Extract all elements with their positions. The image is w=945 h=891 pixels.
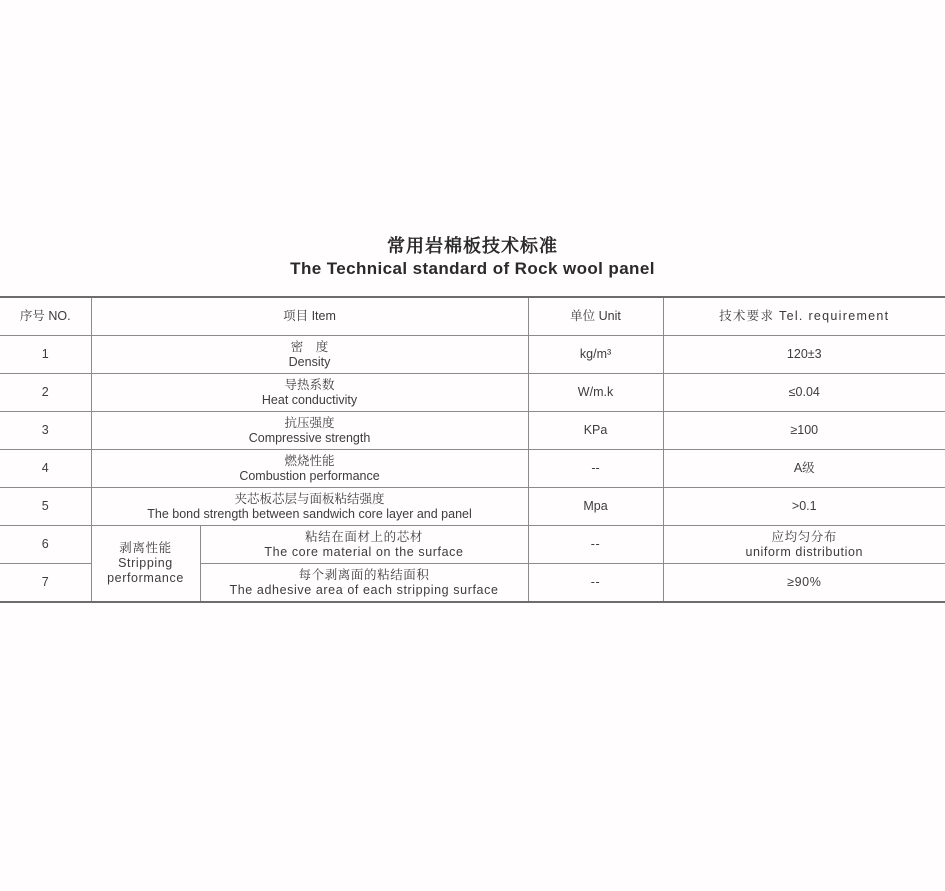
row-no: 4	[0, 450, 91, 488]
requirement-cell	[663, 336, 945, 374]
item-cell	[91, 336, 528, 374]
unit-cell: --	[528, 450, 663, 488]
requirement-value: 120±3	[786, 347, 822, 361]
requirement-value: ≤0.04	[788, 385, 820, 399]
item-en: Compressive strength	[248, 430, 371, 445]
header-no: 序号 NO.	[0, 297, 91, 336]
unit-cell: W/m.k	[528, 374, 663, 412]
row-no: 6	[0, 526, 91, 564]
table-header-row	[0, 297, 945, 336]
item-cell	[91, 412, 528, 450]
requirement-cell	[663, 564, 945, 603]
requirement-value: A级	[793, 461, 815, 475]
requirement-cell	[663, 450, 945, 488]
stripping-group-cell	[91, 526, 200, 603]
table-row	[0, 488, 945, 526]
row-no: 1	[0, 336, 91, 374]
item-en: Heat conductivity	[261, 392, 358, 407]
item-en: The bond strength between sandwich core layer and panel	[147, 506, 472, 521]
title-english: The Technical standard of Rock wool panel	[290, 259, 655, 278]
page-title	[0, 235, 945, 281]
row-no: 7	[0, 564, 91, 603]
item-zh: 每个剥离面的粘结面积	[298, 567, 430, 582]
header-unit: 单位 Unit	[528, 297, 663, 336]
item-en: The adhesive area of each stripping surface	[229, 582, 499, 597]
requirement-value: >0.1	[791, 499, 817, 513]
item-cell	[91, 450, 528, 488]
requirement-cell	[663, 412, 945, 450]
requirement-cell	[663, 526, 945, 564]
item-zh: 抗压强度	[284, 415, 335, 430]
requirement-cell	[663, 488, 945, 526]
requirement-value: 应均匀分布	[771, 529, 838, 544]
unit-cell: --	[528, 564, 663, 603]
item-en: Density	[288, 354, 331, 369]
item-en: The core material on the surface	[264, 544, 464, 559]
item-zh: 燃烧性能	[284, 453, 335, 468]
item-zh: 密 度	[290, 339, 329, 354]
table-row	[0, 526, 945, 564]
item-cell	[200, 564, 528, 603]
item-cell	[91, 374, 528, 412]
unit-cell: kg/m³	[528, 336, 663, 374]
header-requirement: 技术要求 Tel. requirement	[663, 297, 945, 336]
row-no: 2	[0, 374, 91, 412]
header-item: 项目 Item	[91, 297, 528, 336]
item-zh: 夹芯板芯层与面板粘结强度	[234, 491, 385, 506]
stripping-zh: 剥离性能	[119, 541, 172, 555]
table-row	[0, 336, 945, 374]
item-cell	[91, 488, 528, 526]
spec-table	[0, 296, 945, 603]
table-row	[0, 412, 945, 450]
table-row	[0, 450, 945, 488]
item-cell	[200, 526, 528, 564]
item-zh: 粘结在面材上的芯材	[305, 529, 423, 544]
requirement-cell	[663, 374, 945, 412]
unit-cell: KPa	[528, 412, 663, 450]
unit-cell: --	[528, 526, 663, 564]
requirement-value: ≥100	[790, 423, 819, 437]
item-en: Combustion performance	[239, 468, 380, 483]
table-row	[0, 374, 945, 412]
item-zh: 导热系数	[284, 377, 335, 392]
stripping-en-1: Stripping	[118, 556, 173, 570]
requirement-sub: uniform distribution	[745, 544, 864, 559]
title-chinese: 常用岩棉板技术标准	[387, 236, 558, 256]
unit-cell: Mpa	[528, 488, 663, 526]
stripping-en-2: performance	[107, 571, 184, 585]
row-no: 5	[0, 488, 91, 526]
row-no: 3	[0, 412, 91, 450]
requirement-value: ≥90%	[787, 575, 822, 589]
